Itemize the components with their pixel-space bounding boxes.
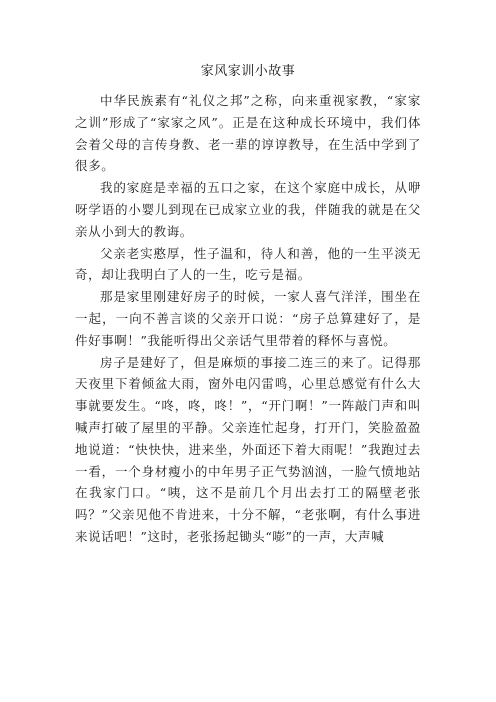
document-title: 家风家训小故事 (200, 64, 296, 79)
document-body (75, 90, 421, 548)
paragraph: 房子是建好了，但是麻烦的事接二连三的来了。记得那天夜里下着倾盆大雨，窗外电闪雷鸣，心里总感觉有什么大事就要发生。“咚，咚，咚！”，“开门啊！”一阵敲门声和叫喊声打破了屋里的平静。父亲连忙起身，打开门，笑脸盈盈地说道：“快快快，进来坐，外面还下着大雨呢！”我跑过去一看，一个身材瘦小的中年男子正气势汹汹，一脸气愤地站在我家门口。“咦，这不是前几个月出去打工的隔壁老张吗？”父亲见他不肯进来，十分不解，“老张啊，有什么事进来说话吧！”这时，老张扬起锄头“嘭”的一声，大声喊 (75, 354, 421, 544)
paragraph: 我的家庭是幸福的五口之家，在这个家庭中成长，从咿呀学语的小婴儿到现在已成家立业的我，伴随我的就是在父亲从小到大的教诲。 (75, 180, 421, 239)
paragraph: 中华民族素有“礼仪之邦”之称，向来重视家教，“家家之训”形成了“家家之风”。正是在这种成长环境中，我们体会着父母的言传身教、老一辈的谆谆教导，在生活中学到了很多。 (75, 93, 421, 174)
paragraph: 父亲老实憨厚，性子温和，待人和善，他的一生平淡无奇，却让我明白了人的一生，吃亏是福。 (75, 245, 421, 283)
paragraph: 那是家里刚建好房子的时候，一家人喜气洋洋，围坐在一起，一向不善言谈的父亲开口说：“房子总算建好了，是件好事啊！”我能听得出父亲话气里带着的释怀与喜悦。 (75, 289, 421, 348)
